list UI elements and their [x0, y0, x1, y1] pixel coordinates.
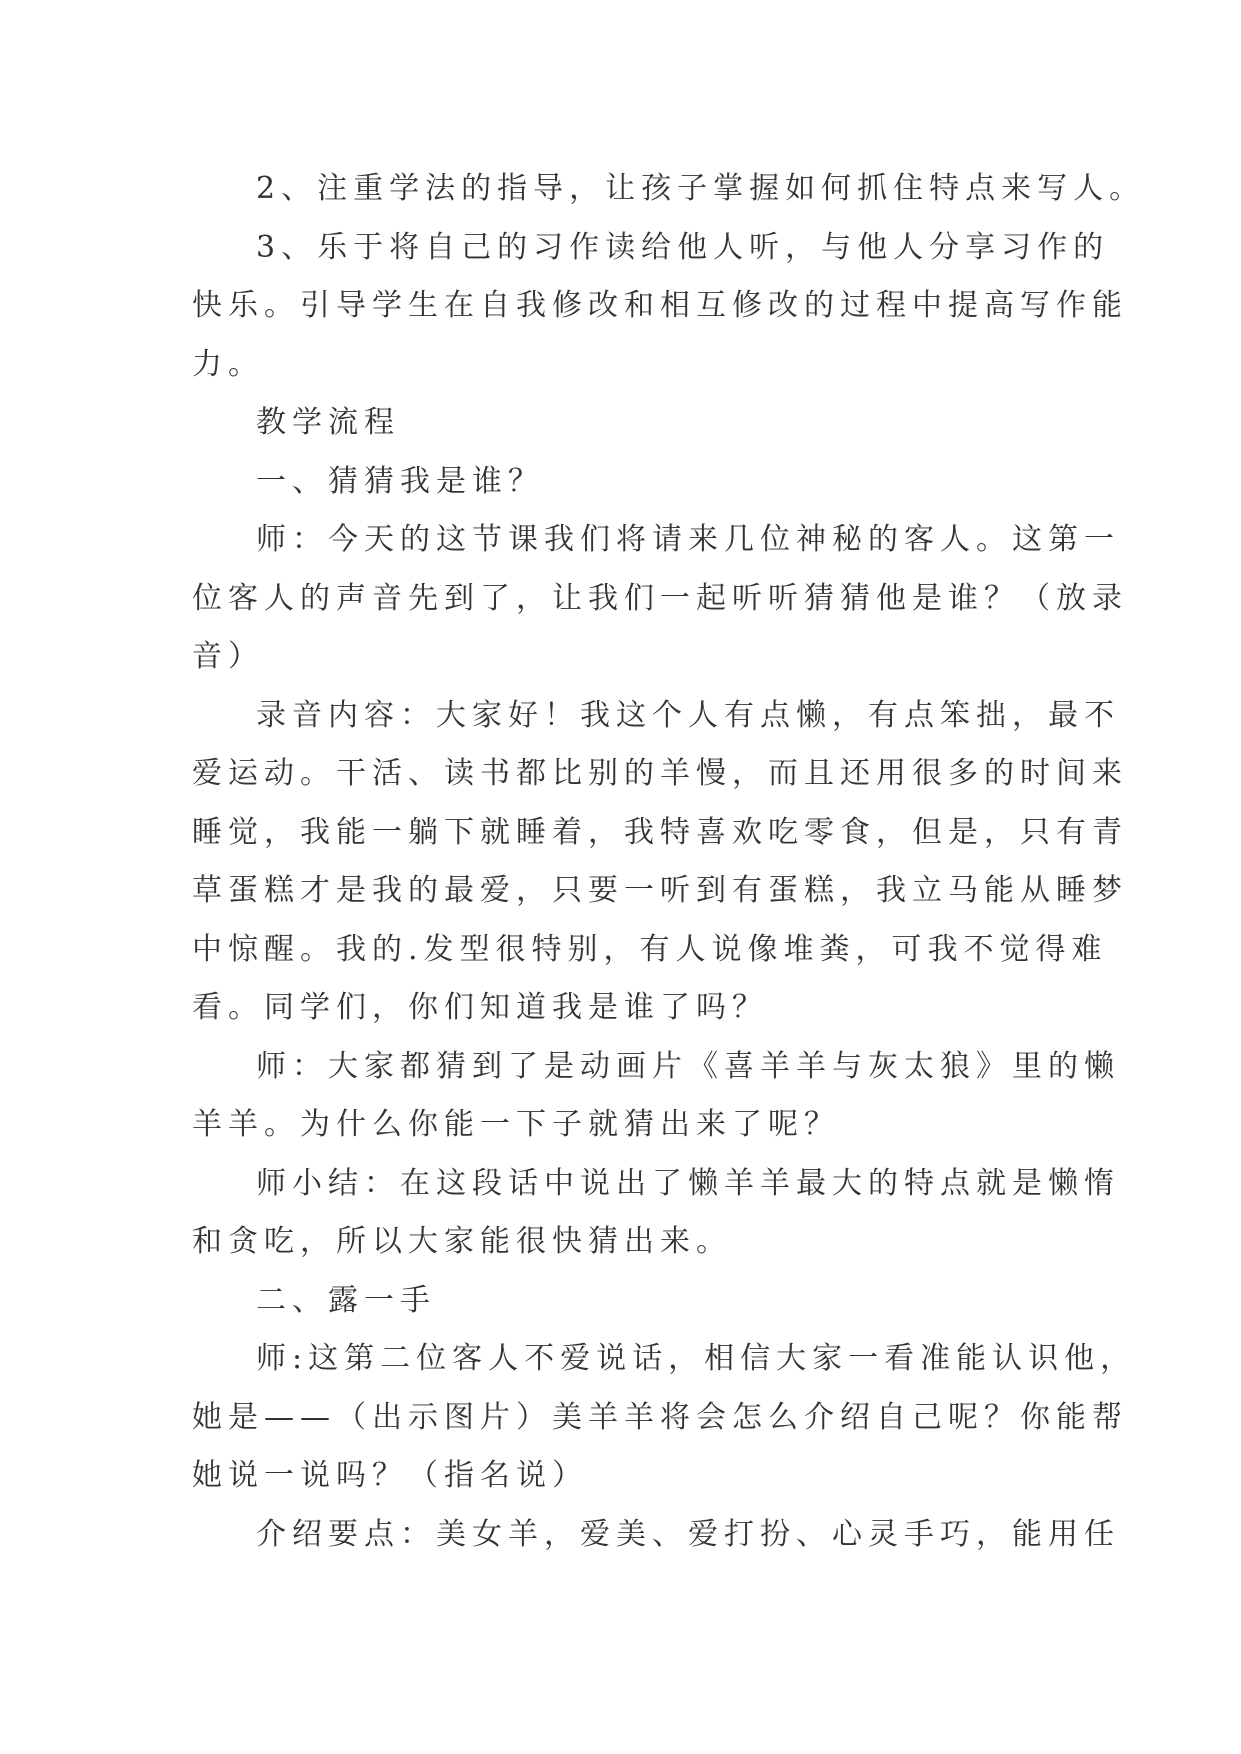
text-line: 她是——（出示图片）美羊羊将会怎么介绍自己呢？你能帮: [192, 1399, 1128, 1435]
text-line: 看。同学们，你们知道我是谁了吗？: [192, 990, 768, 1025]
text-line: 3、乐于将自己的习作读给他人听，与他人分享习作的: [256, 229, 1110, 265]
section-heading: 二、露一手: [256, 1282, 436, 1318]
text-line: 师：大家都猜到了是动画片《喜羊羊与灰太狼》里的懒: [256, 1048, 1120, 1084]
text-line: 音）: [192, 639, 264, 674]
text-line: 师：今天的这节课我们将请来几位神秘的客人。这第一: [256, 522, 1120, 557]
text-line: 睡觉，我能一躺下就睡着，我特喜欢吃零食，但是，只有青: [192, 814, 1128, 850]
text-line: 快乐。引导学生在自我修改和相互修改的过程中提高写作能: [192, 288, 1128, 323]
text-line: 她说一说吗？（指名说）: [192, 1458, 588, 1493]
section-heading: 一、猜猜我是谁？: [256, 463, 544, 499]
text-line: 羊羊。为什么你能一下子就猜出来了呢？: [192, 1107, 840, 1142]
text-line: 师小结：在这段话中说出了懒羊羊最大的特点就是懒惰: [256, 1165, 1120, 1201]
section-heading: 教学流程: [256, 405, 400, 440]
text-line: 爱运动。干活、读书都比别的羊慢，而且还用很多的时间来: [192, 756, 1128, 791]
document-body: [192, 160, 1146, 1564]
text-line: 介绍要点：美女羊，爱美、爱打扮、心灵手巧，能用任: [256, 1516, 1120, 1552]
text-line: 力。: [192, 346, 264, 382]
text-line: 草蛋糕才是我的最爱，只要一听到有蛋糕，我立马能从睡梦: [192, 873, 1128, 908]
text-line: 位客人的声音先到了，让我们一起听听猜猜他是谁？（放录: [192, 580, 1128, 616]
text-line: 录音内容：大家好！我这个人有点懒，有点笨拙，最不: [256, 697, 1120, 733]
text-line: 2、注重学法的指导，让孩子掌握如何抓住特点来写人。: [256, 171, 1146, 206]
text-line: 和贪吃，所以大家能很快猜出来。: [192, 1224, 732, 1259]
text-line: 中惊醒。我的.发型很特别，有人说像堆粪，可我不觉得难: [192, 931, 1108, 967]
text-line: 师:这第二位客人不爱说话，相信大家一看准能认识他，: [256, 1341, 1137, 1376]
